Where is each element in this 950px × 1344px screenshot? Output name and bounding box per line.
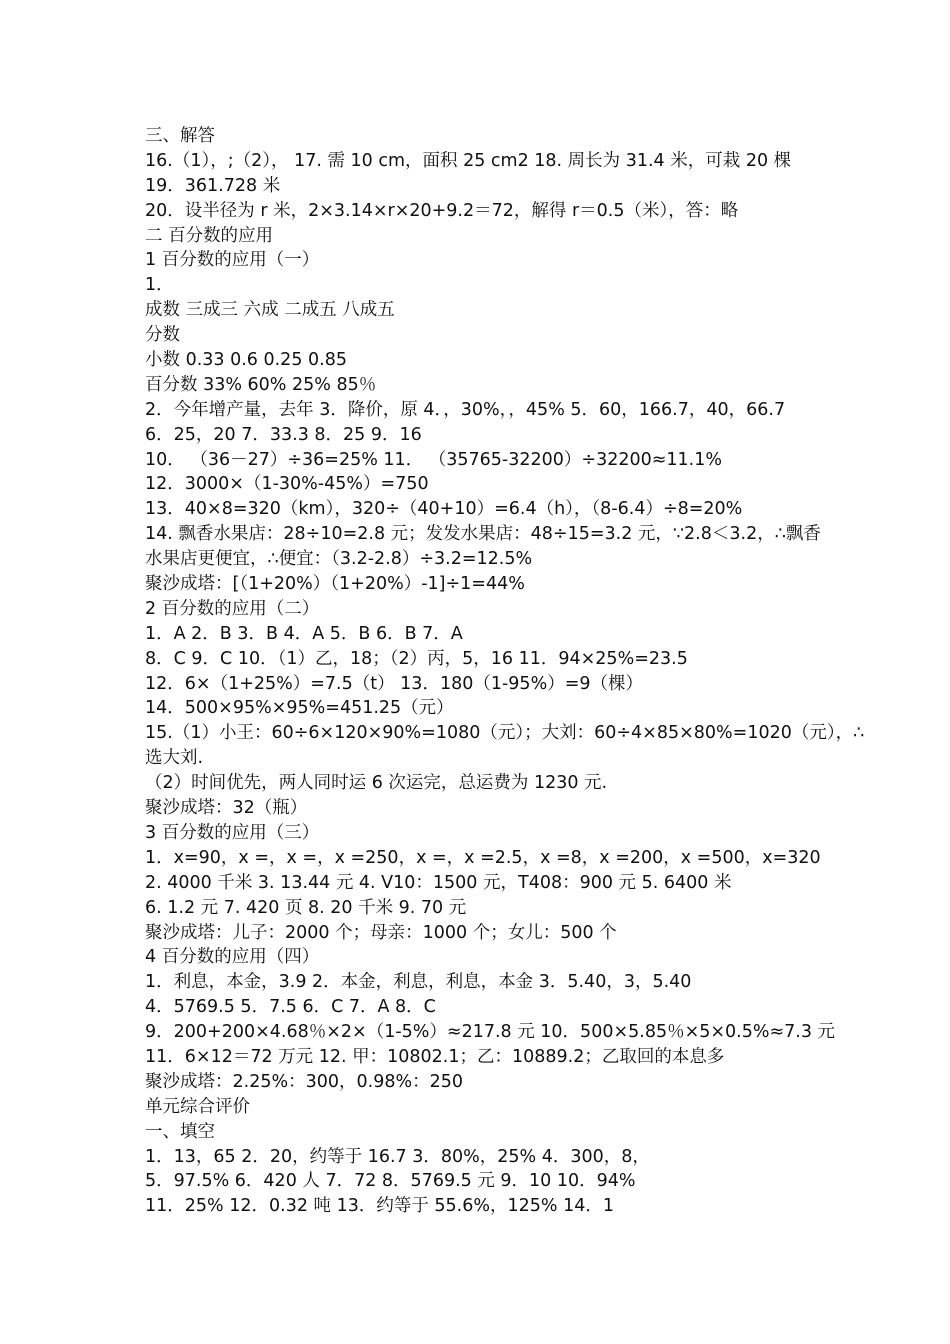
text-line: 10． （36－27）÷36=25% 11． （35765-32200）÷32200≈11.1% <box>145 449 722 470</box>
text-line: 1．x=90，x =，x =，x =250，x =，x =2.5，x =8，x =200，x =500，x=320 <box>145 847 821 868</box>
text-line: 8．C 9．C 10．（1）乙，18；（2）丙，5，16 11．94×25%=23.5 <box>145 648 688 669</box>
text-line: 水果店更便宜，∴便宜：（3.2-2.8）÷3.2=12.5% <box>145 549 533 570</box>
text-line: 百分数 33% 60% 25% 85％ <box>145 374 377 395</box>
text-line: 16.（1），;（2）， 17. 需 10 cm，面积 25 cm2 18. 周长为 31.4 米，可栽 20 棵 <box>145 150 792 171</box>
text-line: 1 百分数的应用（一） <box>145 250 320 271</box>
text-line: 12．6×（1+25%）=7.5（t） 13．180（1-95%）=9（棵） <box>145 673 643 694</box>
text-line: 分数 <box>145 325 180 346</box>
text-line: 12．3000×（1-30%-45%）=750 <box>145 474 429 495</box>
text-line: 2. 4000 千米 3. 13.44 元 4. V10：1500 元，T408：900 元 5. 6400 米 <box>145 872 732 893</box>
text-line: 三、解答 <box>145 126 215 146</box>
text-line: 二 百分数的应用 <box>145 225 274 246</box>
answer-text-block <box>145 124 865 1219</box>
text-line: 11．6×12＝72 万元 12. 甲：10802.1；乙：10889.2；乙取回的本息多 <box>145 1046 725 1067</box>
text-line: 1．利息，本金，3.9 2．本金，利息，利息，本金 3．5.40，3，5.40 <box>145 972 692 993</box>
text-line: 聚沙成塔：2.25%：300，0.98%：250 <box>145 1071 463 1092</box>
text-line: 15.（1）小王：60÷6×120×90%=1080（元）；大刘：60÷4×85×80%=1020（元），∴ <box>145 723 865 744</box>
text-line: 一、填空 <box>145 1121 215 1142</box>
text-line: 成数 三成三 六成 二成五 八成五 <box>145 300 395 321</box>
text-line: 20．设半径为 r 米，2×3.14×r×20+9.2＝72，解得 r＝0.5（米），答：略 <box>145 200 739 221</box>
text-line: 13．40×8=320（km），320÷（40+10）=6.4（h），（8-6.4）÷8=20% <box>145 499 743 520</box>
text-line: 11．25% 12．0.32 吨 13．约等于 55.6%，125% 14．1 <box>145 1196 615 1217</box>
text-line: 9．200+200×4.68％×2×（1-5%）≈217.8 元 10．500×5.85％×5×0.5%≈7.3 元 <box>145 1022 836 1043</box>
text-line: 4．5769.5 5．7.5 6．C 7．A 8．C <box>145 997 436 1018</box>
text-line: 聚沙成塔：32（瓶） <box>145 798 308 819</box>
text-line: 1．13，65 2．20，约等于 16.7 3．80%，25% 4．300，8， <box>145 1146 650 1167</box>
text-line: 2．今年增产量，去年 3．降价，原 4．，30%，，45% 5．60，166.7，40，66.7 <box>145 399 786 420</box>
text-line: 14．500×95%×95%=451.25（元） <box>145 698 454 719</box>
text-line: 聚沙成塔：[（1+20%）（1+20%）-1]÷1=44% <box>145 574 525 595</box>
text-line: 1．A 2．B 3．B 4．A 5．B 6．B 7．A <box>145 623 463 644</box>
text-line: 2 百分数的应用（二） <box>145 598 320 619</box>
text-line: 19．361.728 米 <box>145 175 281 196</box>
text-line: 1． <box>145 275 174 296</box>
text-line: 6．25，20 7．33.3 8．25 9．16 <box>145 424 422 445</box>
text-line: 5．97.5% 6．420 人 7．72 8．5769.5 元 9．10 10．94% <box>145 1171 636 1192</box>
text-line: 选大刘. <box>145 748 204 769</box>
text-line: 4 百分数的应用（四） <box>145 947 320 968</box>
text-line: 聚沙成塔：儿子：2000 个；母亲：1000 个；女儿：500 个 <box>145 922 617 943</box>
text-line: （2）时间优先，两人同时运 6 次运完，总运费为 1230 元. <box>145 773 608 794</box>
text-line: 14. 飘香水果店：28÷10=2.8 元；发发水果店：48÷15=3.2 元，∵2.8＜3.2，∴飘香 <box>145 524 821 545</box>
text-line: 小数 0.33 0.6 0.25 0.85 <box>145 350 347 371</box>
text-line: 6. 1.2 元 7. 420 页 8. 20 千米 9. 70 元 <box>145 897 467 918</box>
text-line: 3 百分数的应用（三） <box>145 822 320 843</box>
text-line: 单元综合评价 <box>145 1096 250 1117</box>
